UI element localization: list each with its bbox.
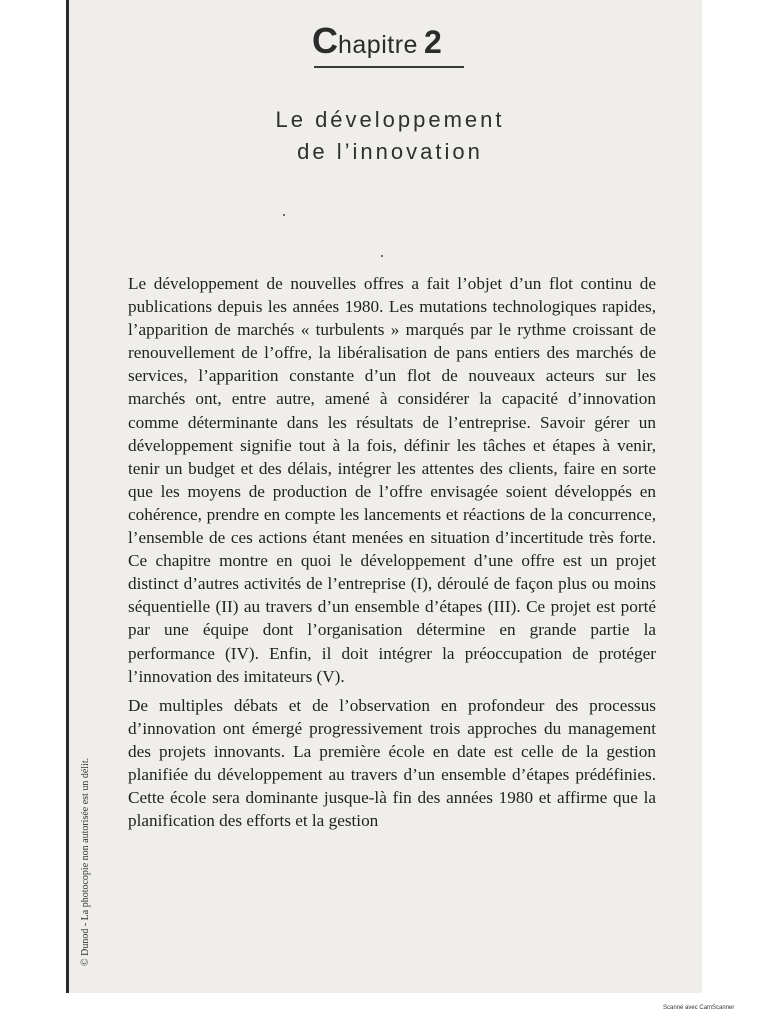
chapter-title-line1: Le développement bbox=[275, 107, 505, 132]
chapter-underline bbox=[314, 66, 464, 68]
chapter-heading bbox=[312, 20, 468, 62]
chapter-number: 2 bbox=[423, 24, 442, 60]
scan-speck bbox=[283, 214, 285, 216]
chapter-title bbox=[200, 104, 580, 168]
page-edge-shadow bbox=[66, 0, 69, 993]
scanner-watermark: Scanné avec CamScanner bbox=[663, 1005, 735, 1011]
scan-speck bbox=[381, 255, 383, 257]
chapter-cap-letter: C bbox=[312, 20, 338, 61]
chapter-word: hapitre bbox=[338, 31, 418, 59]
paragraph-1: Le développement de nouvelles offres a fait l’objet d’un flot continu de publications depuis les années 1980. Les mutations technologiques rapides, l’apparition de marchés « turbulents » marqués par le rythme croissant de renouvellement de l’offre, la libéralisation de pans entiers des marchés de services, l’apparition constante d’un flot de nouveaux acteurs sur les marchés ont, entre autre, amené à considérer la capacité d’innovation comme déterminante dans les résultats de l’entreprise. Savoir gérer un développement signifie tout à la fois, définir les tâches et étapes à venir, tenir un budget et des délais, intégrer les attentes des clients, faire en sorte que les moyens de production de l’offre envisagée soient développés en cohérence, prendre en compte les lancements et réactions de la concurrence, l’ensemble de ces actions étant menées en situation d’incertitude très forte. Ce chapitre montre en quoi le développement d’une offre est un projet distinct d’autres activités de l’entreprise (I), déroulé de façon plus ou moins séquentielle (II) au travers d’un ensemble d’étapes (III). Ce projet est porté par une équipe dont l’organisation détermine en grande partie la performance (IV). Enfin, il doit intégrer la préoccupation de protéger l’innovation des imitateurs (V). bbox=[128, 274, 656, 686]
body-text bbox=[128, 272, 656, 838]
paragraph-2: De multiples débats et de l’observation en profondeur des processus d’innovation ont émergé progressivement trois approches du management des projets innovants. La première école en date est celle de la gestion planifiée du développement au travers d’un ensemble d’étapes prédéfinies. Cette école sera dominante jusque-là fin des années 1980 et affirme que la planification des efforts et la gestion bbox=[128, 695, 656, 831]
copyright-margin-note: © Dunod - La photocopie non autorisée est un délit. bbox=[80, 757, 91, 966]
chapter-title-line2: de l’innovation bbox=[297, 139, 483, 164]
